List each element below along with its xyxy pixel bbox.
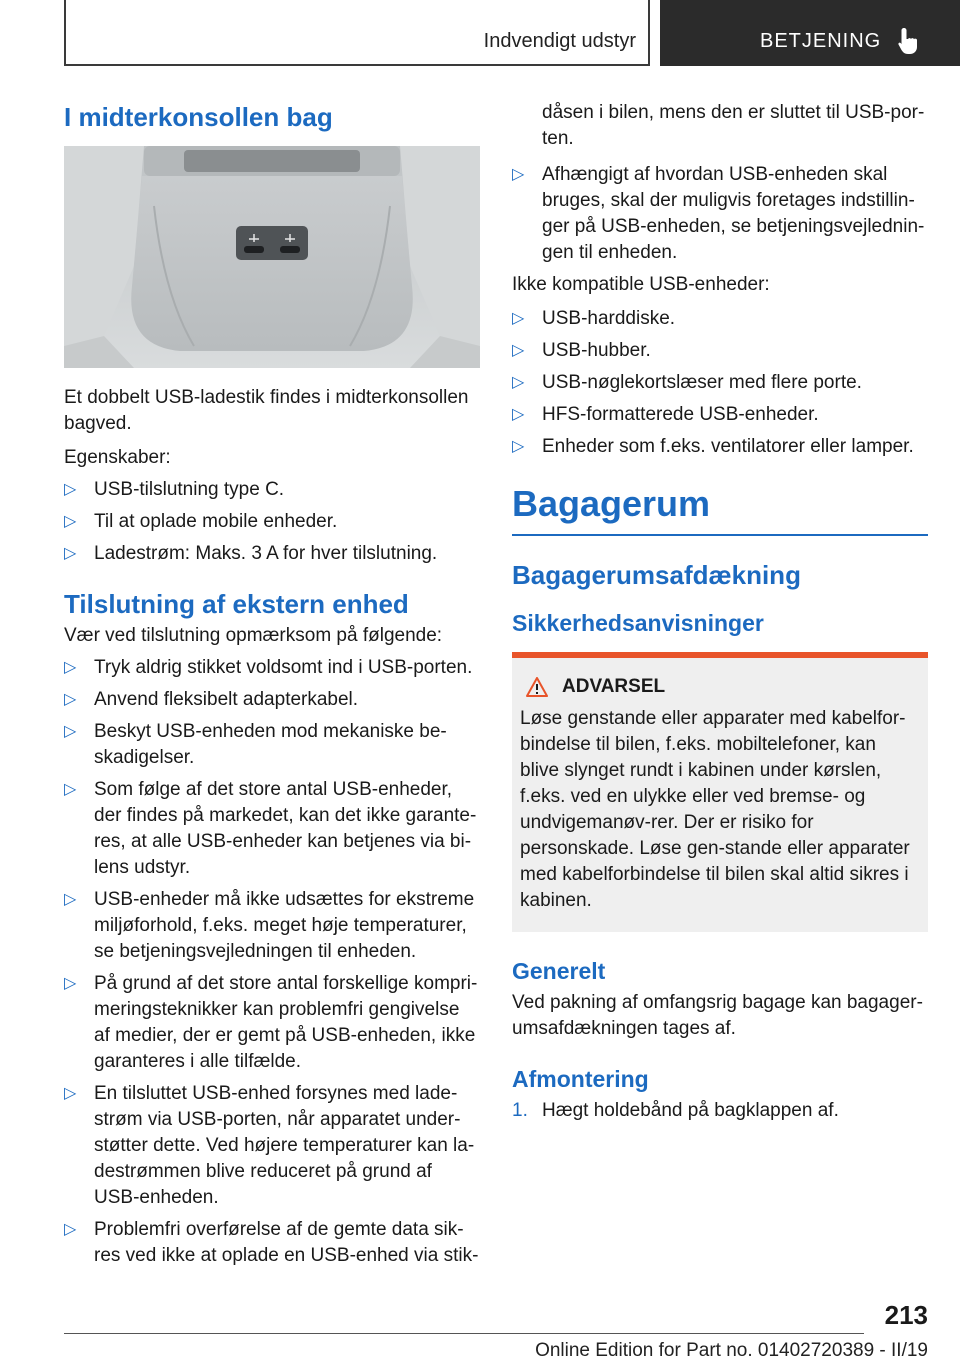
continued-text: dåsen i bilen, mens den er sluttet til USB-por-ten. [542,102,925,149]
list-item: ▷ USB-tilslutning type C. [64,479,285,500]
warning-title: ADVARSEL [526,674,920,700]
list-item: ▷ Afhængigt af hvordan USB-enheden skal bruges, skal der muligvis foretages indstillin-ger på USB-enheden, se betjeningsvejlednin-gen til enheden. [512,164,925,263]
general-text: Ved pakning af omfangsrig bagage kan bagager-umsafdækningen tages af. [512,992,923,1039]
section-tab [64,0,650,66]
list-item: ▷ HFS-formatterede USB-enheder. [512,404,819,425]
list-item: ▷ Tryk aldrig stikket voldsomt ind i USB-porten. [64,657,473,678]
list-item: ▷ USB-harddiske. [512,308,676,329]
warning-text: Løse genstande eller apparater med kabelfor-bindelse til bilen, f.eks. mobiltelefoner, kan blive slynget rundt i kabinen under kørslen, f.eks. ved en ulykke eller ved bremse- og undvigemanøv-rer. Der er risiko for personskade. Løse gen-stande eller apparater med kabelforbindelse til bilen skal altid sikres i kabinen. [520,708,910,911]
list-item: ▷ Som følge af det store antal USB-enheder, der findes på markedet, kan det ikke garante-res, at alle USB-enheder kan betjenes via bi-lens udstyr. [64,779,477,878]
heading-rear-console: I midterkonsollen bag [64,102,333,132]
list-item: ▷ En tilsluttet USB-enhed forsynes med lade-strøm via USB-porten, når apparatet under-støtter dette. Ved højere temperaturer kan la-destrømmen blive reduceret på grund af USB-enheden. [64,1083,475,1208]
heading-safety: Sikkerhedsanvisninger [512,610,764,636]
list-item: ▷ USB-nøglekortslæser med flere porte. [512,372,862,393]
right-column [512,100,928,1130]
step-item: 1. Hægt holdebånd på bagklappen af. [512,1100,839,1121]
attention-text: Vær ved tilslutning opmærksom på følgende: [64,625,443,646]
list-item: ▷ Til at oplade mobile enheder. [64,511,338,532]
list-item: ▷ Anvend fleksibelt adapterkabel. [64,689,359,710]
list-item: ▷ USB-enheder må ikke udsættes for ekstreme miljøforhold, f.eks. meget høje temperaturer, se betjeningsvejledningen til enheden. [64,889,475,962]
pointing-hand-icon [896,26,924,56]
list-item: ▷ På grund af det store antal forskellige kompri-meringsteknikker kan problemfri gengivelse af medier, der er gemt på USB-enheden, ikke garanteres i alle tilfælde. [64,973,478,1072]
heading-luggage: Bagagerum [512,483,711,524]
chapter-tab [660,0,960,66]
intro-text: Et dobbelt USB-ladestik findes i midterkonsollen bagved. [64,387,469,434]
chapter-title: BETJENING [760,30,882,52]
page-header [64,0,960,66]
footer-rule [64,1333,864,1334]
continued-list [512,162,928,266]
edition-text: Online Edition for Part no. 01402720389 - II/19 [535,1340,928,1361]
left-column [64,100,480,1275]
properties-list [64,477,480,567]
connection-notes-list [64,655,480,1269]
list-item: ▷ Problemfri overførelse af de gemte data sik-res ved ikke at oplade en USB-enhed via stik- [64,1219,479,1266]
incompatible-list [512,306,928,460]
properties-label: Egenskaber: [64,447,171,468]
removal-steps [512,1098,928,1124]
heading-rule [512,534,928,536]
list-item: ▷ Enheder som f.eks. ventilatorer eller lamper. [512,436,914,457]
heading-removal: Afmontering [512,1066,649,1092]
heading-general: Generelt [512,958,606,984]
list-item: ▷ Beskyt USB-enheden mod mekaniske be-skadigelser. [64,721,447,768]
incompatible-label: Ikke kompatible USB-enheder: [512,274,770,295]
section-title: Indvendigt udstyr [483,30,636,52]
heading-luggage-cover: Bagagerumsafdækning [512,560,801,590]
list-item: ▷ Ladestrøm: Maks. 3 A for hver tilslutning. [64,543,438,564]
usb-port-image [64,146,480,368]
page-number: 213 [884,1300,928,1330]
heading-external-device: Tilslutning af ekstern enhed [64,589,409,619]
list-item: ▷ USB-hubber. [512,340,651,361]
warning-triangle-icon [526,677,548,697]
warning-box [512,652,928,932]
